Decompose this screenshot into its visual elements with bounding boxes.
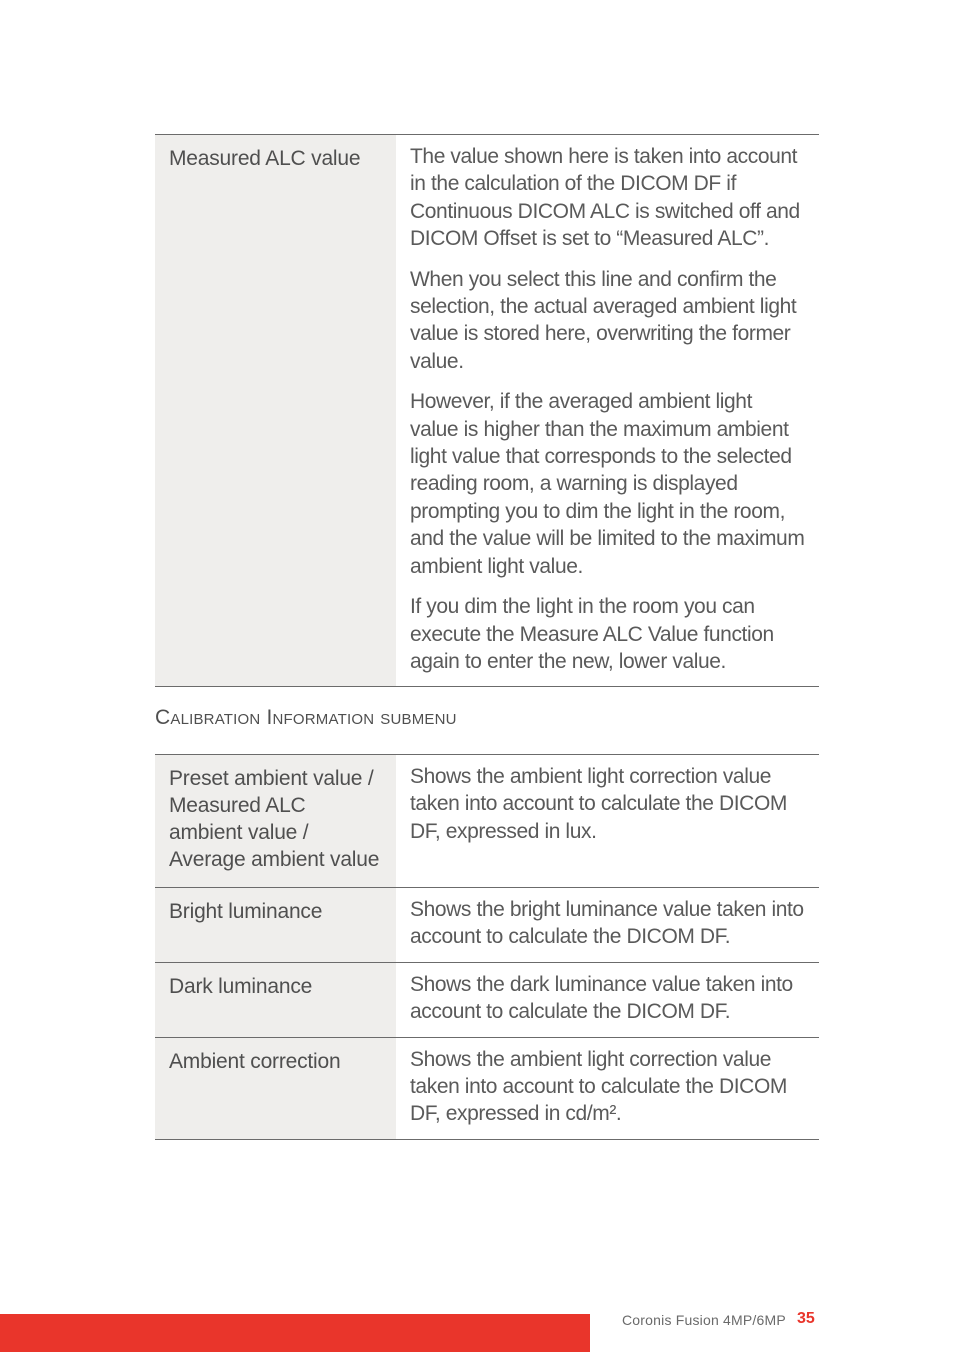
measured-alc-table (155, 134, 819, 687)
footer-accent-bar (0, 1314, 590, 1352)
footer-product-title: Coronis Fusion 4MP/6MP (622, 1312, 786, 1328)
description-paragraph: If you dim the light in the room you can execute the Measure ALC Value function again to enter the new, lower value. (410, 595, 774, 673)
table-row (155, 135, 819, 687)
table-row (155, 755, 819, 888)
description-ambient-correction: Shows the ambient light correction value taken into account to calculate the DICOM DF, expressed in cd/m². (410, 1047, 787, 1126)
term-dark-luminance: Dark luminance (155, 963, 396, 1037)
table-row (155, 1038, 819, 1140)
page-number: 35 (797, 1310, 815, 1327)
description-dark-luminance: Shows the dark luminance value taken into account to calculate the DICOM DF. (410, 972, 793, 1024)
description-preset-ambient-value: Shows the ambient light correction value taken into account to calculate the DICOM DF, expressed in lux. (410, 765, 787, 843)
description-paragraph: However, if the averaged ambient light value is higher than the maximum ambient light value that corresponds to the selected reading room, a warning is displayed prompting you to dim the light in the room, and the value will be limited to the maximum ambient light value. (410, 390, 805, 578)
description-measured-alc-value (396, 135, 819, 686)
term-preset-ambient-value: Preset ambient value / Measured ALC ambient value / Average ambient value (155, 755, 396, 887)
section-heading: Calibration Information submenu (155, 706, 457, 729)
table-row (155, 963, 819, 1038)
description-paragraph: The value shown here is taken into account in the calculation of the DICOM DF if Continuous DICOM ALC is switched off and DICOM Offset is set to “Measured ALC”. (410, 145, 800, 251)
term-ambient-correction: Ambient correction (155, 1038, 396, 1139)
description-paragraph: When you select this line and confirm the selection, the actual averaged ambient light value is stored here, overwriting the former value. (410, 267, 797, 373)
term-bright-luminance: Bright luminance (155, 888, 396, 962)
calibration-information-table (155, 754, 819, 1140)
term-measured-alc-value: Measured ALC value (155, 135, 396, 686)
table-row (155, 888, 819, 963)
description-bright-luminance: Shows the bright luminance value taken into account to calculate the DICOM DF. (410, 898, 804, 949)
